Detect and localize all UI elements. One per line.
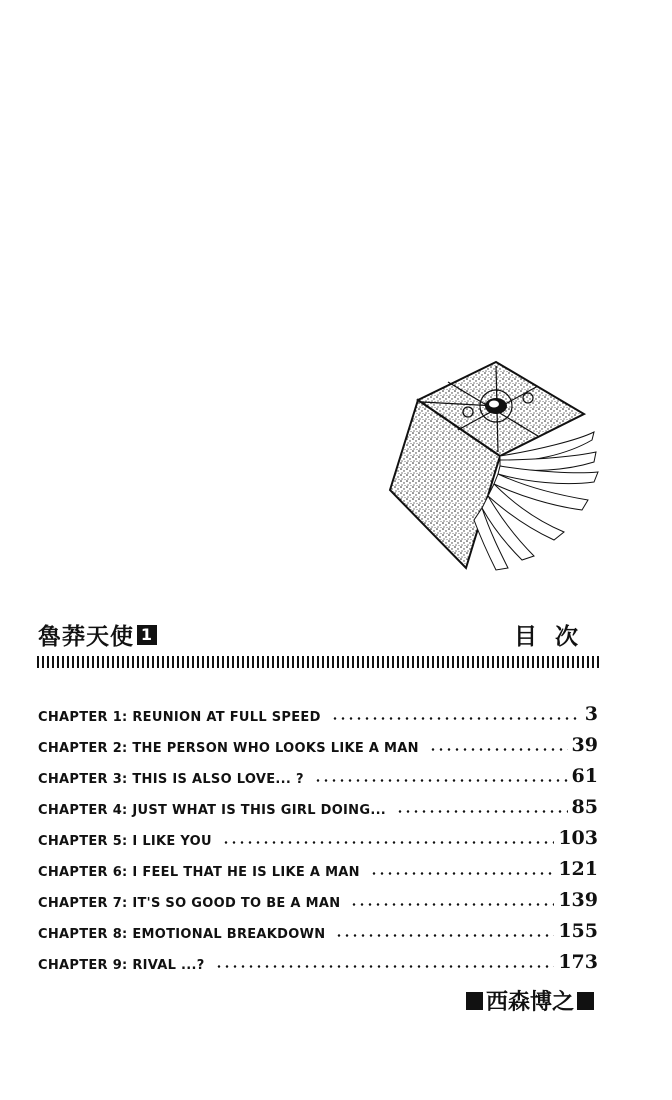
series-title-text: 魯莽天使 <box>38 624 134 650</box>
toc-entry <box>38 787 598 818</box>
page-number: 39 <box>571 734 598 756</box>
page-number: 61 <box>571 765 598 787</box>
volume-badge: 1 <box>137 625 157 645</box>
chapter-title: CHAPTER 6: I FEEL THAT HE IS LIKE A MAN <box>38 865 360 880</box>
chapter-title: CHAPTER 4: JUST WHAT IS THIS GIRL DOING... <box>38 803 387 818</box>
dot-leader <box>350 903 554 906</box>
dot-leader <box>396 810 567 813</box>
chapter-title: CHAPTER 2: THE PERSON WHO LOOKS LIKE A MAN <box>38 741 419 756</box>
page-number: 121 <box>558 858 598 880</box>
page-number: 85 <box>571 796 598 818</box>
author-block-right <box>577 992 594 1010</box>
table-of-contents <box>38 694 598 973</box>
book-illustration <box>388 360 602 574</box>
chapter-title: CHAPTER 1: REUNION AT FULL SPEED <box>38 710 321 725</box>
dot-leader <box>370 872 554 875</box>
chapter-title: CHAPTER 8: EMOTIONAL BREAKDOWN <box>38 927 326 942</box>
chapter-title: CHAPTER 3: THIS IS ALSO LOVE... ? <box>38 772 304 787</box>
dot-leader <box>222 841 554 844</box>
dot-leader <box>215 965 555 968</box>
toc-entry <box>38 942 598 973</box>
toc-entry <box>38 818 598 849</box>
toc-entry <box>38 694 598 725</box>
dot-leader <box>429 748 568 751</box>
chapter-title: CHAPTER 9: RIVAL ...? <box>38 958 205 973</box>
chapter-title: CHAPTER 7: IT'S SO GOOD TO BE A MAN <box>38 896 341 911</box>
page-number: 103 <box>558 827 598 849</box>
series-title <box>38 618 157 651</box>
dot-leader <box>314 779 568 782</box>
page-number: 3 <box>584 703 598 725</box>
toc-entry <box>38 756 598 787</box>
author-credit <box>463 985 597 1016</box>
toc-entry <box>38 880 598 911</box>
toc-header <box>38 618 598 650</box>
chapter-title: CHAPTER 5: I LIKE YOU <box>38 834 212 849</box>
author-name: 西森博之 <box>485 990 574 1015</box>
page-number: 155 <box>558 920 598 942</box>
author-block-left <box>466 992 483 1010</box>
dot-leader <box>335 934 554 937</box>
dot-leader <box>331 717 581 720</box>
contents-label: 目次 <box>514 623 596 650</box>
page-number: 139 <box>558 889 598 911</box>
toc-entry <box>38 725 598 756</box>
page-number: 173 <box>558 951 598 973</box>
toc-entry <box>38 911 598 942</box>
toc-entry <box>38 849 598 880</box>
ruler-divider <box>37 656 599 668</box>
